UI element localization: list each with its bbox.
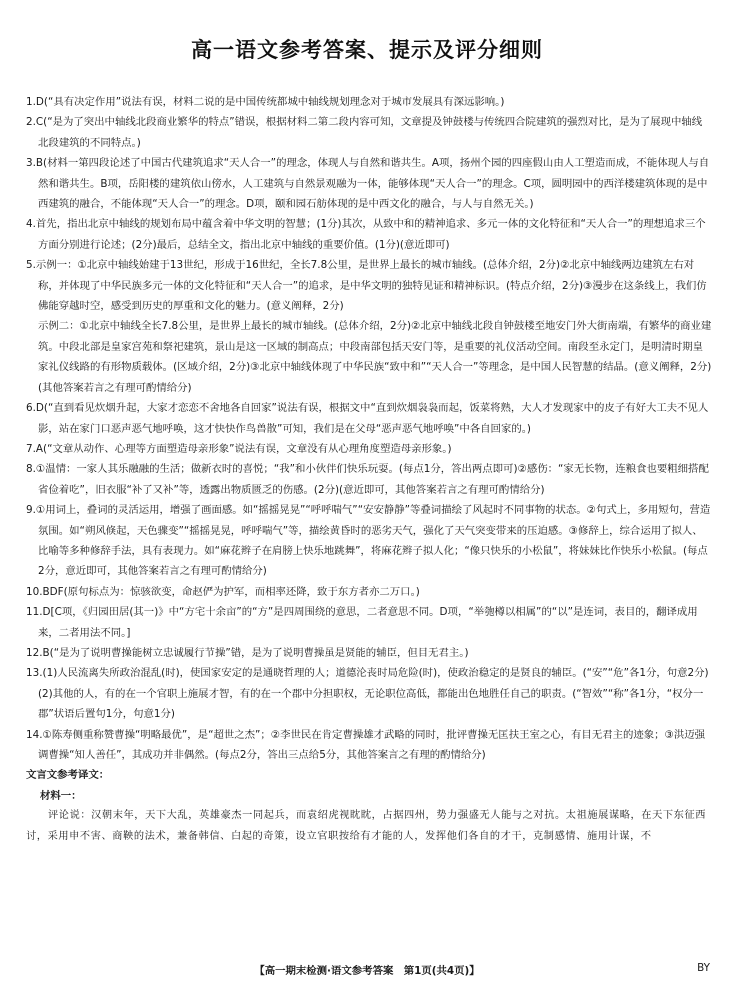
material-label: 材料一： [40,789,82,802]
answer-item: 11.D[C项，《归园田居(其一)》中“方宅十余亩”的“方”是四周围绕的意思，二者意思不同。D项，“举匏樽以相属”的“以”是连词，表目的，翻译成用来，二者用法不同。] [26,606,698,639]
answer-item: 6.D(“直到看见炊烟升起，大家才恋恋不舍地各自回家”说法有误，根据文中“直到炊烟袅袅而起，饭菜将熟，大人才发现家中的皮子有好大工夫不见人影，站在家门口恶声恶气地呼唤，这才快快作鸟兽散”可知，我们是在父母“恶声恶气地呼唤”中各自回家的。) [26,402,709,435]
answer-item: 7.A(“文章从动作、心理等方面塑造母亲形象”说法有误，文章没有从心理角度塑造母亲形象。) [26,442,452,455]
page-title: 高一语文参考答案、提示及评分细则 [191,38,543,62]
translation-paragraph: 评论说：汉朝末年，天下大乱，英雄豪杰一同起兵，而袁绍虎视眈眈，占据四州，势力强盛无人能与之对抗。太祖施展谋略，在天下东征西讨，采用申不害、商鞅的法术，兼备韩信、白起的奇策，设立官职按给有才能的人，发挥他们各自的才干，克制感情、施用计谋，不 [26,810,707,842]
footer-code: BY [697,962,710,974]
answer-item: 13.(1)人民流离失所政治混乱(时)，使国家安定的是通晓哲理的人；道德沦丧时局危险(时)，使政治稳定的是贤良的辅臣。(“安”“危”各1分，句意2分) [26,667,709,680]
answer-item: 5.示例一：①北京中轴线始建于13世纪，形成于16世纪，全长7.8公里，是世界上最长的城市轴线。(总体介绍，2分)②北京中轴线两边建筑左右对称，并体现了中华民族多元一体的文化特征和“天人合一”的追求，是中华文明的独特见证和精神标识。(特点介绍，2分)③漫步在这条线上，我们仿佛能穿越时空，感受到历史的厚重和文化的魅力。(意义阐释，2分) [26,259,707,313]
answer-item: 4.首先，指出北京中轴线的规划布局中蕴含着中华文明的智慧；(1分)其次，从致中和的精神追求、多元一体的文化特征和“天人合一”的理想追求三个方面分别进行论述；(2分)最后，总结全文，指出北京中轴线的重要价值。(1分)(意近即可) [26,218,706,251]
answer-subitem: 示例二：①北京中轴线全长7.8公里，是世界上最长的城市轴线。(总体介绍，2分)②北京中轴线北段自钟鼓楼至地安门外大街南端，有繁华的商业建筑。中段北部是皇家宫苑和祭祀建筑，景山是这一区域的制高点；中段南部包括天安门等，是重要的礼仪活动空间。南段至永定门，是明清时期皇家礼仪线路的有形物质载体。(区域介绍，2分)③北京中轴线体现了中华民族“致中和”“天人合一”等理念，是中国人民智慧的结晶。(意义阐释，2分)(其他答案若言之有理可酌情给分) [38,320,712,394]
answer-item: 2.C(“是为了突出中轴线北段商业繁华的特点”错误，根据材料二第二段内容可知，文章提及钟鼓楼与传统四合院建筑的强烈对比，是为了展现中轴线北段建筑的不同特点。) [26,116,703,149]
answer-item: 9.①用词上，叠词的灵活运用，增强了画面感。如“摇摇晃晃”“呼呼喘气”“安安静静”等叠词描绘了风起时不同事物的状态。②句式上，多用短句，营造氛围。如“朔风倏起，天色骤变”“摇摇晃晃，呼呼喘气”等，描绘黄昏时的恶劣天气，强化了天气突变带来的压迫感。③修辞上，综合运用了拟人、比喻等多种修辞手法，具有表现力。如“麻花辫子在肩膀上快乐地跳舞”，将麻花辫子拟人化；“像只快乐的小松鼠”，将妹妹比作快乐小松鼠。(每点2分，意近即可，其他答案若言之有理可酌情给分) [26,504,711,578]
page-footer: 【高一期末检测·语文参考答案 第1页(共4页)】 [254,965,480,977]
answer-content [26,92,712,847]
answer-list [26,92,712,765]
answer-item: 3.B(材料一第四段论述了中国古代建筑追求“天人合一”的理念，体现人与自然和谐共生。A项，扬州个园的四座假山由人工塑造而成，不能体现人与自然和谐共生。B项，岳阳楼的建筑依山傍水，人工建筑与自然景观融为一体，能够体现“天人合一”的理念。C项，圆明园中的西洋楼建筑体现的是中西建筑的融合，不能体现“天人合一”的理念。D项，颐和园石舫体现的是中西文化的融合，与人与自然无关。) [26,157,710,211]
answer-item: 1.D(“具有决定作用”说法有误，材料二说的是中国传统都城中轴线规划理念对于城市发展具有深远影响。) [26,96,505,108]
answer-item: 8.①温情：一家人其乐融融的生活；做新衣时的喜悦；“我”和小伙伴们快乐玩耍。(每点1分，答出两点即可)②感伤：“家无长物，连粮食也要粗细搭配省俭着吃”，旧衣服“补了又补”等，透露出物质匮乏的伤感。(2分)(意近即可，其他答案若言之有理可酌情给分) [26,463,709,496]
translation-heading: 文言文参考译文： [26,769,110,782]
answer-item: 10.BDF(原句标点为：惊骇欲变，命赵俨为护军，而相率还降，致于东方者亦二万口。) [26,585,420,598]
answer-item: 14.①陈寿侧重称赞曹操“明略最优”，是“超世之杰”；②李世民在肯定曹操雄才武略的同时，批评曹操无匡扶王室之心，有目无君主的迹象；③洪迈强调曹操“知人善任”，其成功并非偶然。(每点2分，答出三点给5分，其他答案言之有理的酌情给分) [26,728,706,761]
answer-item: 12.B(“是为了说明曹操能树立忠诚履行节操”错，是为了说明曹操虽是贤能的辅臣，但目无君主。) [26,646,469,659]
answer-subitem: (2)其他的人，有的在一个官职上施展才智，有的在一个郡中分担职权，无论职位高低，都能出色地胜任自己的职责。(“智效”“称”各1分，“权分一郡”状语后置句1分，句意1分) [38,687,704,721]
